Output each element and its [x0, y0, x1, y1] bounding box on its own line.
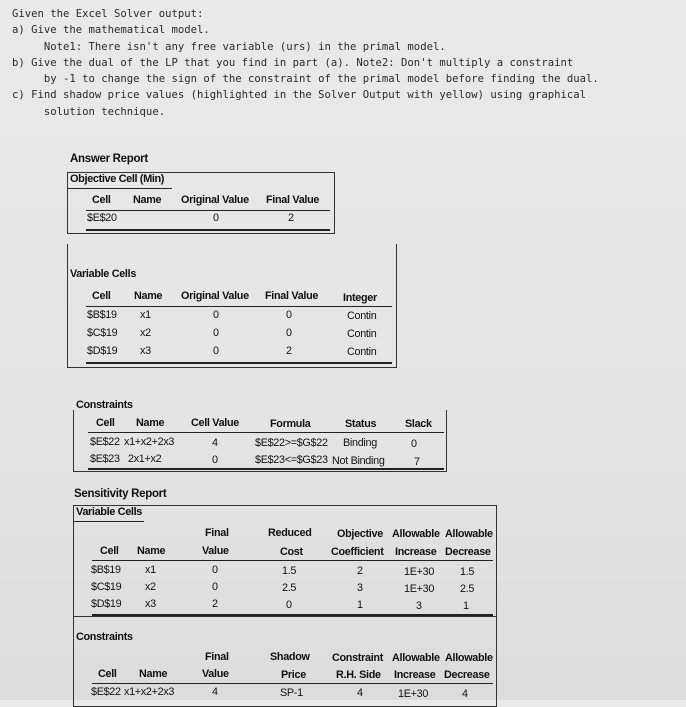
col-header: Cell — [98, 668, 117, 680]
col-header: Reduced — [268, 527, 312, 539]
table-row-value: 2 — [357, 565, 363, 577]
col-header: Objective — [337, 528, 383, 540]
table-row-cell: $E$22 — [90, 436, 120, 448]
question-line: c) Find shadow price values (highlighted in the Solver Output with yellow) using graphical — [12, 89, 587, 102]
table-row-value: 3 — [416, 600, 422, 612]
table-row-value: 3 — [357, 582, 363, 594]
table-row-status: Not Binding — [332, 455, 385, 467]
col-header: Decrease — [445, 546, 491, 558]
col-header: Name — [134, 290, 163, 302]
constraints-label: Constraints — [76, 399, 133, 411]
question-line: b) Give the dual of the LP that you find in part (a). Note2: Don't multiply a constraint — [12, 56, 574, 69]
question-line: solution technique. — [12, 105, 166, 118]
table-row-value: Contin — [347, 328, 377, 340]
col-header: Name — [136, 417, 165, 429]
col-header: Allowable — [392, 652, 440, 664]
answer-report-title: Answer Report — [70, 153, 148, 165]
col-header: Price — [281, 669, 306, 681]
table-row-cell: $B$19 — [91, 564, 121, 576]
col-header: Coefficient — [331, 546, 384, 558]
col-header: Name — [137, 545, 166, 557]
col-header: Name — [133, 194, 162, 206]
table-row-value: 2 — [286, 345, 292, 357]
table-row-value: 4 — [357, 687, 363, 699]
table-row-value: 0 — [213, 327, 219, 339]
table-row-name: x1 — [145, 564, 156, 576]
table-row-value: 0 — [411, 438, 417, 450]
col-header: Status — [345, 418, 377, 430]
col-header: Final Value — [265, 290, 319, 302]
table-row-value: 1E+30 — [398, 688, 429, 700]
col-header: Cell — [92, 290, 111, 302]
col-header: Formula — [270, 418, 311, 430]
col-header: Value — [202, 668, 229, 680]
col-header: Slack — [405, 418, 432, 430]
col-header: Final — [205, 527, 229, 539]
table-row-name: x2 — [145, 581, 156, 593]
sensitivity-constraints-label: Constraints — [76, 631, 133, 643]
table-row-name: x2 — [140, 327, 151, 339]
question-line: Note1: There isn't any free variable (urs) in the primal model. — [12, 40, 446, 53]
col-header: Integer — [343, 292, 377, 304]
table-row-value: 0 — [212, 581, 218, 593]
question-line: Given the Excel Solver output: — [12, 8, 204, 20]
table-row-cell: $E$23 — [90, 453, 120, 465]
table-row-value: 0 — [212, 564, 218, 576]
objective-cell: $E$20 — [87, 212, 117, 224]
table-row-value: 1E+30 — [404, 566, 435, 578]
table-row-value: 0 — [213, 345, 219, 357]
col-header: Cell — [100, 545, 119, 557]
table-row-name: x1 — [140, 309, 151, 321]
table-row-name: x3 — [145, 598, 156, 610]
col-header: Original Value — [181, 194, 249, 206]
col-header: Increase — [395, 546, 437, 558]
table-row-value: Contin — [347, 310, 377, 322]
table-row-cell: $D$19 — [91, 598, 122, 610]
table-row-value: 4 — [212, 437, 218, 449]
table-row-name: x3 — [140, 345, 151, 357]
table-row-value: 2.5 — [460, 583, 475, 595]
table-row-name: x1+x2+2x3 — [124, 686, 175, 698]
table-row-value: 0 — [286, 599, 292, 611]
table-row-value: 1 — [463, 600, 469, 612]
table-row-value: 1E+30 — [404, 583, 435, 595]
table-row-value: 0 — [212, 454, 218, 466]
table-row-cell: $E$22 — [91, 686, 121, 698]
sensitivity-report-title: Sensitivity Report — [74, 488, 167, 500]
table-row-cell: $C$19 — [91, 581, 122, 593]
col-header: Allowable — [392, 528, 440, 540]
table-row-value: 2.5 — [282, 582, 297, 594]
objective-original-value: 0 — [213, 212, 219, 224]
col-header: Increase — [394, 669, 436, 681]
col-header: Allowable — [445, 652, 493, 664]
table-row-value: 0 — [286, 309, 292, 321]
question-line: by -1 to change the sign of the constraint of the primal model before finding the dual. — [12, 73, 599, 86]
table-row-cell: $B$19 — [87, 309, 117, 321]
objective-cell-label: Objective Cell (Min) — [70, 173, 165, 185]
table-row-value: 4 — [212, 686, 218, 698]
col-header: Final Value — [266, 194, 320, 206]
col-header: Cost — [280, 546, 303, 558]
table-row-value: 0 — [213, 309, 219, 321]
col-header: Allowable — [445, 528, 493, 540]
table-row-value: 4 — [462, 688, 468, 700]
shadow-price-value: SP-1 — [280, 687, 303, 699]
col-header: Cell — [96, 417, 115, 429]
variable-cells-label: Variable Cells — [70, 268, 137, 280]
question-line: a) Give the mathematical model. — [12, 24, 210, 37]
table-row-formula: $E$23<=$G$23 — [255, 454, 328, 466]
col-header: Constraint — [332, 652, 383, 664]
col-header: Value — [202, 545, 229, 557]
table-row-name: 2x1+x2 — [128, 453, 162, 465]
table-row-value: Contin — [347, 346, 377, 358]
col-header: Name — [139, 668, 168, 680]
table-row-value: 1 — [357, 599, 363, 611]
table-row-value: 1.5 — [282, 565, 297, 577]
table-row-cell: $D$19 — [87, 345, 118, 357]
table-row-status: Binding — [343, 437, 377, 449]
sensitivity-variables-label: Variable Cells — [76, 506, 142, 518]
col-header: Cell Value — [191, 417, 240, 429]
col-header: Shadow — [270, 651, 310, 663]
objective-final-value: 2 — [288, 212, 294, 224]
col-header: Cell — [92, 194, 111, 206]
table-row-name: x1+x2+2x3 — [124, 436, 175, 448]
col-header: Final — [205, 651, 229, 663]
col-header: Decrease — [444, 669, 490, 681]
table-row-formula: $E$22>=$G$22 — [255, 437, 328, 449]
table-row-value: 7 — [414, 456, 420, 468]
table-row-cell: $C$19 — [87, 327, 118, 339]
table-row-value: 2 — [212, 598, 218, 610]
table-row-value: 1.5 — [460, 566, 475, 578]
table-row-value: 0 — [286, 327, 292, 339]
col-header: R.H. Side — [336, 669, 381, 681]
col-header: Original Value — [181, 290, 249, 302]
